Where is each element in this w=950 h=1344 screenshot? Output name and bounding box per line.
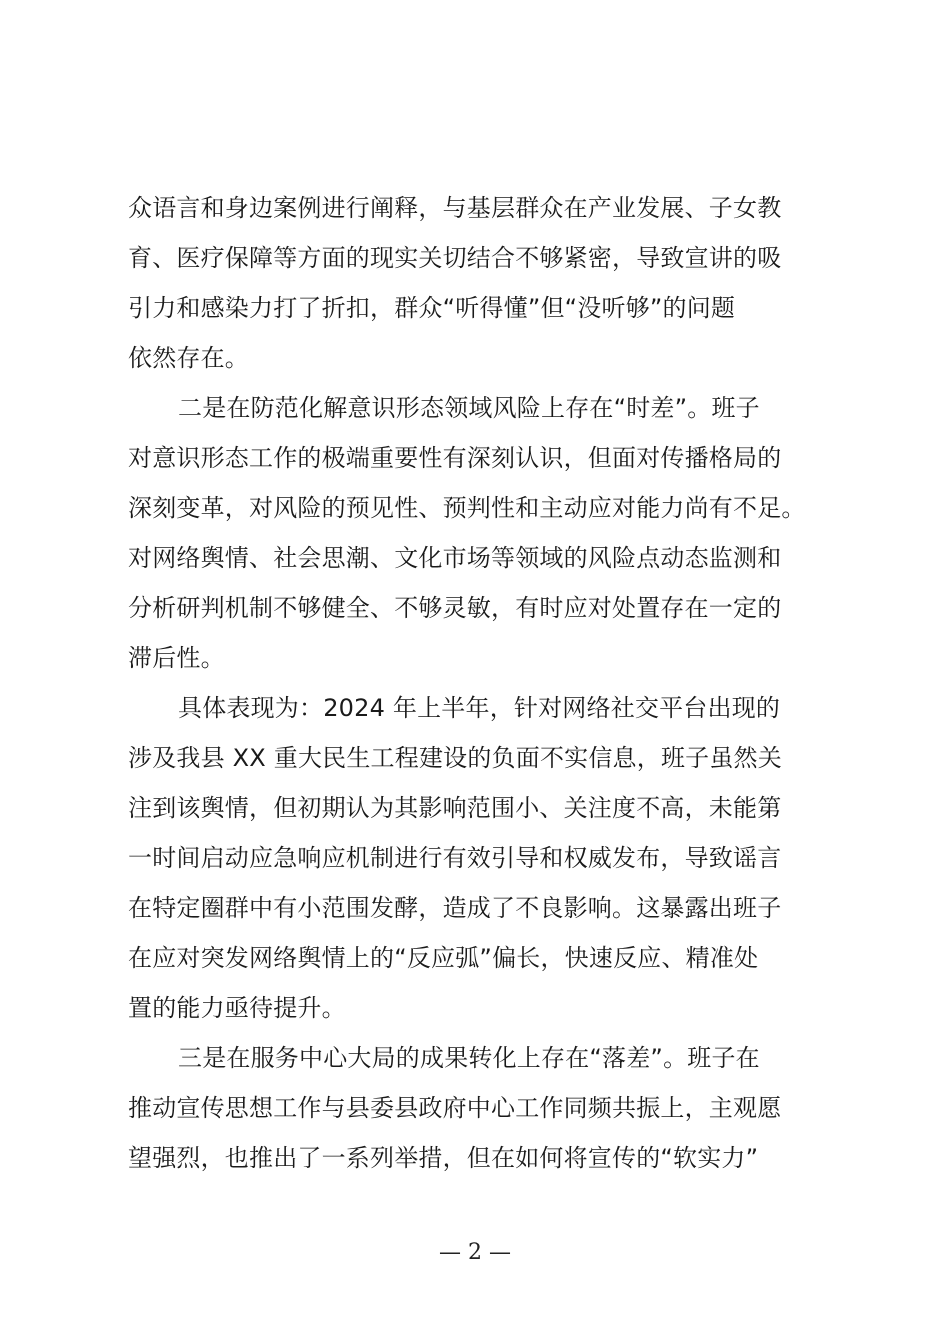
paragraph-start-line: 具体表现为：2024 年上半年，针对网络社交平台出现的 — [178, 694, 781, 722]
text-line: 对网络舆情、社会思潮、文化市场等领域的风险点动态监测和 — [128, 544, 782, 572]
text-line: 滞后性。 — [128, 644, 225, 672]
text-line: 分析研判机制不够健全、不够灵敏，有时应对处置存在一定的 — [128, 594, 782, 622]
text-line: 一时间启动应急响应机制进行有效引导和权威发布，导致谣言 — [128, 844, 782, 872]
text-line: 望强烈，也推出了一系列举措，但在如何将宣传的“软实力” — [128, 1144, 759, 1172]
text-line: 推动宣传思想工作与县委县政府中心工作同频共振上，主观愿 — [128, 1094, 782, 1122]
text-line: 对意识形态工作的极端重要性有深刻认识，但面对传播格局的 — [128, 444, 782, 472]
text-line: 育、医疗保障等方面的现实关切结合不够紧密，导致宣讲的吸 — [128, 244, 782, 272]
text-line: 在应对突发网络舆情上的“反应弧”偏长，快速反应、精准处 — [128, 944, 759, 972]
text-line: 深刻变革，对风险的预见性、预判性和主动应对能力尚有不足。 — [128, 494, 806, 522]
text-line: 依然存在。 — [128, 344, 249, 372]
text-line: 置的能力亟待提升。 — [128, 994, 346, 1022]
text-line: 引力和感染力打了折扣，群众“听得懂”但“没听够”的问题 — [128, 294, 736, 322]
paragraph-heading-line: 三是在服务中心大局的成果转化上存在“落差”。班子在 — [178, 1044, 760, 1072]
body-text — [128, 183, 836, 1183]
paragraph-heading-line: 二是在防范化解意识形态领域风险上存在“时差”。班子 — [178, 394, 760, 422]
text-line: 众语言和身边案例进行阐释，与基层群众在产业发展、子女教 — [128, 194, 782, 222]
text-line: 在特定圈群中有小范围发酵，造成了不良影响。这暴露出班子 — [128, 894, 782, 922]
page-number: — 2 — — [439, 1240, 511, 1265]
text-line: 涉及我县 XX 重大民生工程建设的负面不实信息，班子虽然关 — [128, 744, 782, 772]
text-line: 注到该舆情，但初期认为其影响范围小、关注度不高，未能第 — [128, 794, 782, 822]
